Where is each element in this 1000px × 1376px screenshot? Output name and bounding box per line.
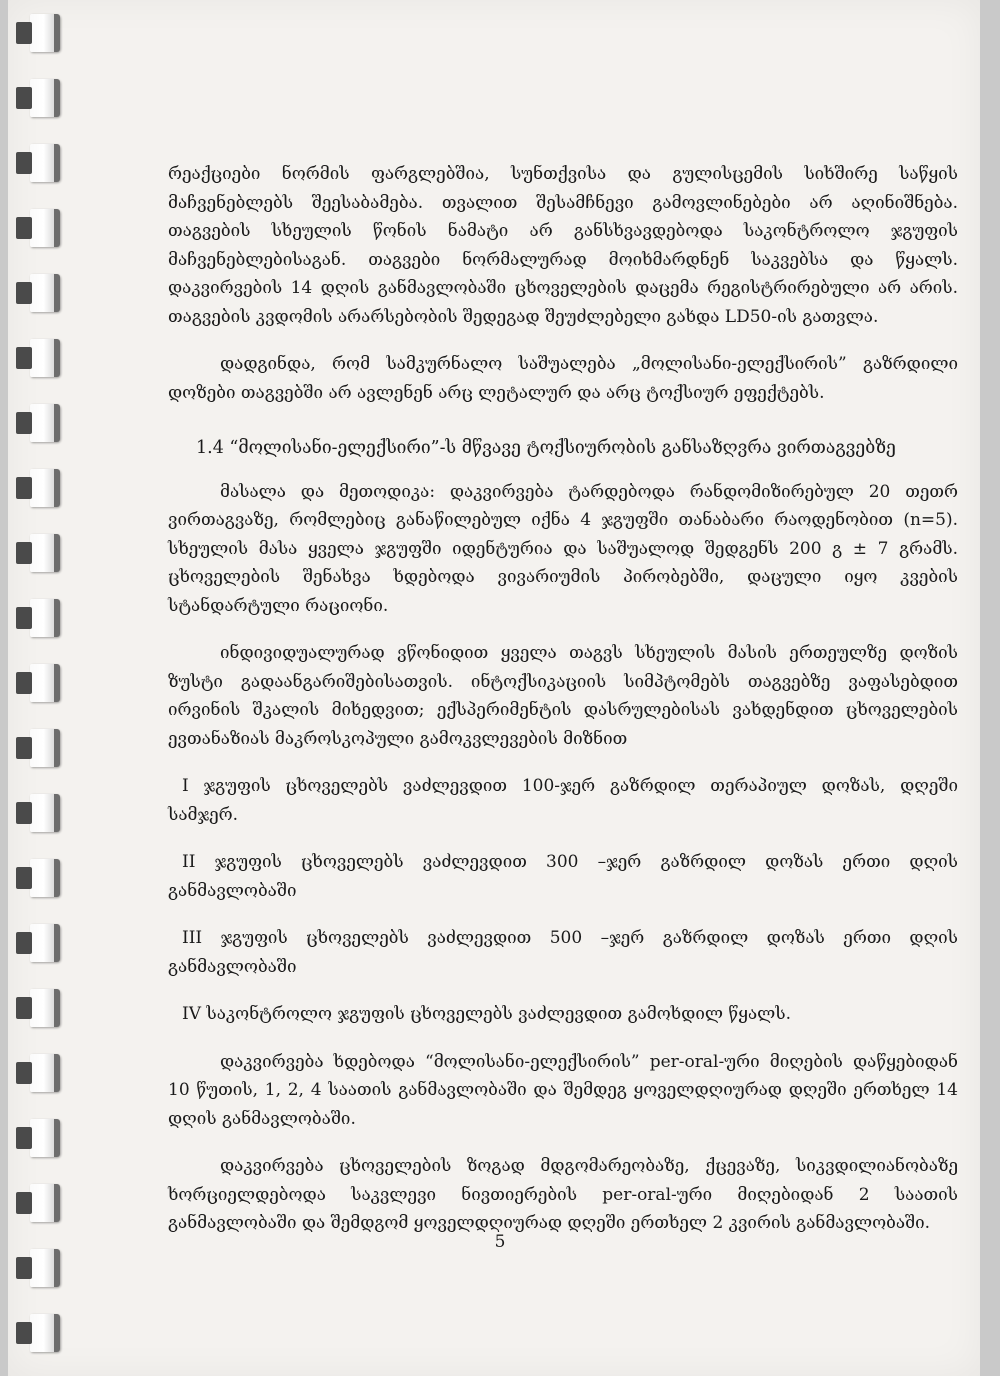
binding-ring (30, 339, 60, 377)
paragraph-results: რეაქციები ნორმის ფარგლებშია, სუნთქვისა და გულისცემის სიხშირე საწყის მაჩვენებლებს შეესაბამება. თვალით შესამჩნევი გამოვლინებები არ აღინიშნება. თაგვების სხეულის წონის ნამატი არ განსხვავდებოდა საკონტროლო ჯგუფის მაჩვენებლებისაგან. თაგვები ნორმალურად მოიხმარდნენ საკვებსა და წყალს. დაკვირვების 14 დღის განმავლობაში ცხოველების დაცემა რეგისტრირებული არ არის. თაგვების კვდომის არარსებობის შედეგად შეუძლებელი გახდა LD50-ის გათვლა. (168, 164, 958, 327)
binding-ring (30, 599, 60, 637)
group-1-item: I ჯგუფის ცხოველებს ვაძლევდით 100-ჯერ გაზრდილ თერაპიულ დოზას, დღეში სამჯერ. (168, 776, 958, 825)
group-4-item: IV საკონტროლო ჯგუფის ცხოველებს ვაძლევდით გამოხდილ წყალს. (182, 1004, 791, 1024)
paragraph-methods: მასალა და მეთოდიკა: დაკვირვება ტარდებოდა რანდომიზირებულ 20 თეთრ ვირთაგვაზე, რომლებიც განაწილებულ იქნა 4 ჯგუფში თანაბარი რაოდენობით (n=5). სხეულის მასა ყველა ჯგუფში იდენტურია და საშუალოდ შედგენს 200 გ ± 7 გრამს. ცხოველების შენახვა ხდებოდა ვივარიუმის პირობებში, დაცული იყო კვების სტანდარტული რაციონი. (168, 481, 958, 616)
binding-ring (30, 989, 60, 1027)
binding-ring (30, 534, 60, 572)
paragraph-observation-timing: დაკვირვება ხდებოდა “მოლისანი-ელექსირის” per-oral-ური მიღების დაწყებიდან 10 წუთის, 1, 2, 4 საათის განმავლობაში და შემდეგ ყოველდღიურად დღეში ერთხელ 14 დღის განმავლობაში. (168, 1051, 958, 1129)
paragraph-conclusion: დადგინდა, რომ სამკურნალო საშუალება „მოლისანი-ელექსირის” გაზრდილი დოზები თაგვებში არ ავლენენ არც ლეტალურ და არც ტოქსიურ ეფექტებს. (168, 354, 958, 403)
binding-ring (30, 729, 60, 767)
section-heading: 1.4 “მოლისანი-ელექსირი”-ს მწვავე ტოქსიურობის განსაზღვრა ვირთაგვებზე (196, 438, 896, 458)
group-3-item: III ჯგუფის ცხოველებს ვაძლევდით 500 –ჯერ გაზრდილ დოზას ერთი დღის განმავლობაში (168, 928, 958, 977)
paragraph-procedure: ინდივიდუალურად ვწონიდით ყველა თაგვს სხეულის მასის ერთეულზე დოზის ზუსტი გადაანგარიშებისათვის. ინტოქსიკაციის სიმპტომებს თაგვებზე ვაფასებდით ირვინის შკალის მიხედვით; ექსპერიმენტის დასრულებისას ვახდენდით ცხოველების ევთანაზიას მაკროსკოპული გამოკვლევების მიზნით (168, 643, 958, 749)
spiral-binding (8, 0, 68, 1376)
binding-ring (30, 794, 60, 832)
binding-ring (30, 404, 60, 442)
document-page (8, 0, 980, 1376)
binding-ring (30, 1249, 60, 1287)
binding-ring (30, 924, 60, 962)
binding-ring (30, 144, 60, 182)
page-number: 5 (494, 1232, 506, 1252)
binding-ring (30, 469, 60, 507)
binding-ring (30, 1314, 60, 1352)
group-2-item: II ჯგუფის ცხოველებს ვაძლევდით 300 –ჯერ გაზრდილ დოზას ერთი დღის განმავლობაში (168, 852, 958, 901)
binding-ring (30, 1184, 60, 1222)
binding-ring (30, 1054, 60, 1092)
binding-ring (30, 79, 60, 117)
binding-ring (30, 859, 60, 897)
binding-ring (30, 209, 60, 247)
document-body (168, 160, 958, 1257)
binding-ring (30, 664, 60, 702)
paragraph-observation-scope: დაკვირვება ცხოველების ზოგად მდგომარეობაზე, ქცევაზე, სიკვდილიანობაზე ხორციელდებოდა საკვლევი ნივთიერების per-oral-ური მიღებიდან 2 საათის განმავლობაში და შემდგომ ყოველდღიურად დღეში ერთხელ 2 კვირის განმავლობაში. (168, 1156, 958, 1233)
binding-ring (30, 1119, 60, 1157)
binding-ring (30, 274, 60, 312)
binding-ring (30, 14, 60, 52)
